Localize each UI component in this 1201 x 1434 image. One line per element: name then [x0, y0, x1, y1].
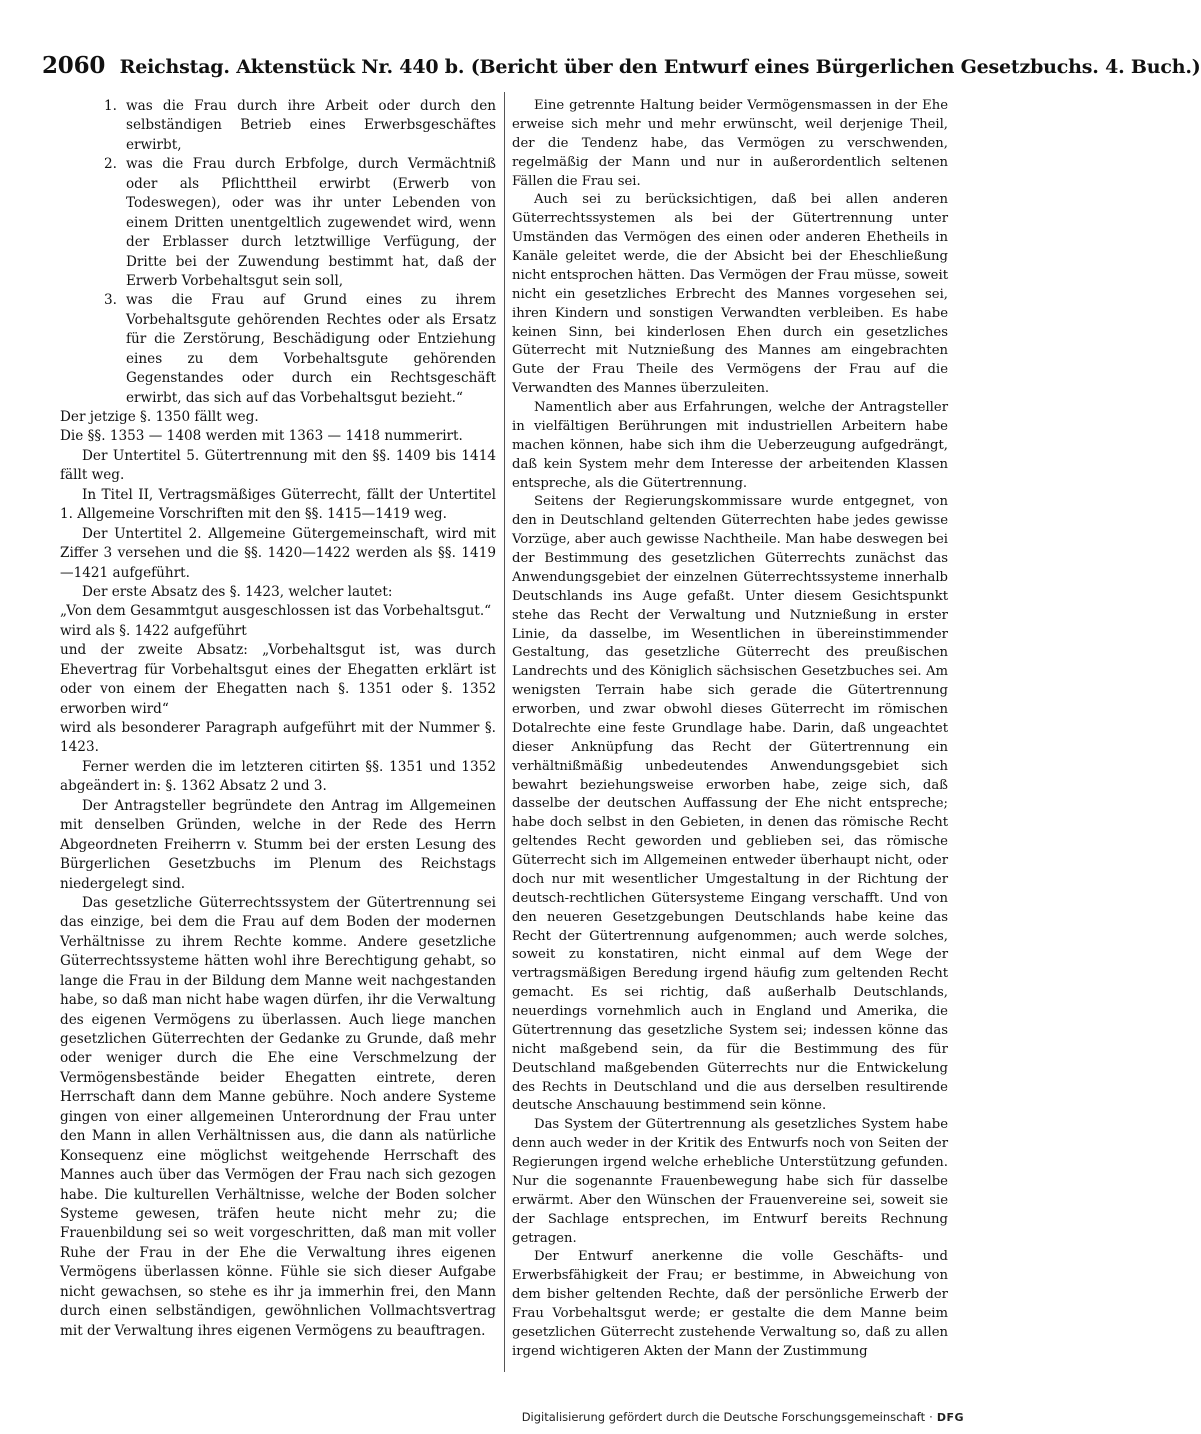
- paragraph: Seitens der Regierungskommissare wurde entgegnet, von den in Deutschland geltenden Güterrechten habe jedes gewisse Vorzüge, aber auch gewisse Nachtheile. Man habe deswegen bei der Bestimmung des gesetzlichen Güterrechts zunächst das Anwendungsgebiet der einzelnen Güterrechtssysteme innerhalb Deutschlands ins Auge gefaßt. Unter diesem Gesichtspunkt stehe das Recht der Verwaltung und Nutznießung in erster Linie, da dasselbe, im Wesentlichen in übereinstimmender Gestaltung, das gesetzliche Güterrecht des preußischen Landrechts und des Königlich sächsischen Gesetzbuches sei. Am wenigsten Terrain habe sich gerade die Gütertrennung erworben, und zwar obwohl dieses Güterrecht im römischen Dotalrechte eine feste Grundlage habe. Darin, daß ungeachtet dieser Anknüpfung das Recht der Gütertrennung ein verhältnißmäßig unbedeutendes Anwendungsgebiet sich bewahrt beziehungsweise erworben habe, zeige sich, daß dasselbe der deutschen Auffassung der Ehe nicht entspreche; habe doch selbst in den Gebieten, in denen das römische Recht geltendes Recht geworden und geblieben sei, das römische Güterrecht sich im Allgemeinen entweder überhaupt nicht, oder doch nur mit wesentlicher Umgestaltung in der Richtung der deutsch-rechtlichen Gütersysteme Eingang verschafft. Und von den neueren Gesetzgebungen Deutschlands habe keine das Recht der Gütertrennung aufgenommen; auch werde solches, soweit zu konstatiren, nicht einmal auf dem Wege der vertragsmäßigen Beredung irgend häufig zum geltenden Recht gemacht. Es sei richtig, daß außerhalb Deutschlands, neuerdings vornehmlich auch in England und Amerika, die Gütertrennung das gesetzliche System sei; indessen könne das nicht maßgebend sein, da für die Bestimmung des für Deutschland maßgebenden Güterrechts nur die Entwickelung des Rechts in Deutschland und die aus derselben resultirende deutsche Anschauung bestimmend sein könne.: [512, 494, 948, 1114]
- quoted-text: „Von dem Gesammtgut ausgeschlossen ist das Vorbehaltsgut.“: [60, 603, 492, 620]
- right-column: [512, 97, 948, 1362]
- paragraph: Der Untertitel 2. Allgemeine Gütergemeinschaft, wird mit Ziffer 3 versehen und die §§. 1420—1422 werden als §§. 1419—1421 aufgeführt.: [60, 525, 496, 581]
- paragraph: Ferner werden die im letzteren citirten §§. 1351 und 1352 abgeändert in: §. 1362 Absatz 2 und 3.: [60, 758, 496, 795]
- left-column: [60, 97, 496, 1341]
- page-number: 2060: [42, 52, 106, 79]
- list-item: [104, 97, 496, 155]
- list-item-text: was die Frau auf Grund eines zu ihrem Vorbehaltsgute gehörenden Rechtes oder als Ersatz für die Zerstörung, Beschädigung oder Entziehung eines zu dem Vorbehaltsgute gehörenden Gegenstandes oder durch ein Rechtsgeschäft erwirbt, das sich auf das Vorbehaltsgut bezieht.“: [126, 292, 496, 406]
- paragraph: Der Antragsteller begründete den Antrag im Allgemeinen mit denselben Gründen, welche in der Rede des Herrn Abgeordneten Freiherrn v. Stumm bei der ersten Lesung des Bürgerlichen Gesetzbuchs im Plenum des Reichstags niedergelegt sind.: [60, 797, 496, 892]
- paragraph: Die §§. 1353 — 1408 werden mit 1363 — 1418 nummerirt.: [60, 428, 463, 445]
- credit-text: Digitalisierung gefördert durch die Deutsche Forschungsgemeinschaft: [521, 1410, 926, 1424]
- list-item-number: 1.: [104, 98, 117, 114]
- paragraph: Der Untertitel 5. Gütertrennung mit den §§. 1409 bis 1414 fällt weg.: [60, 447, 496, 484]
- dfg-logo: DFG: [936, 1410, 964, 1424]
- paragraph: Namentlich aber aus Erfahrungen, welche der Antragsteller in vielfältigen Berührungen mit industriellen Arbeitern habe machen können, habe sich ihm die Ueberzeugung aufgedrängt, daß kein System mehr dem Interesse der arbeitenden Klassen entspreche, als die Gütertrennung.: [512, 400, 948, 491]
- separator-dot: ·: [929, 1410, 933, 1424]
- running-header: [42, 52, 1201, 88]
- list-item-text: was die Frau durch Erbfolge, durch Vermächtniß oder als Pflichttheil erwirbt (Erwerb von Todeswegen), oder was ihr unter Lebenden von einem Dritten unentgeltlich zugewendet wird, wenn der Erblasser durch letztwillige Verfügung, der Dritte bei der Zuwendung bestimmt hat, daß der Erwerb Vorbehaltsgut sein soll,: [126, 156, 496, 289]
- paragraph: Der Entwurf anerkenne die volle Geschäfts- und Erwerbsfähigkeit der Frau; er bestimme, in Abweichung von dem bisher geltenden Rechte, daß der persönliche Erwerb der Frau Vorbehaltsgut werde; er gestalte die dem Manne beim gesetzlichen Güterrecht zustehende Verwaltung so, daß zu allen irgend wichtigeren Akten der Mann der Zustimmung: [512, 1249, 948, 1359]
- column-divider: [504, 92, 505, 1372]
- paragraph: wird als §. 1422 aufgeführt: [60, 622, 247, 639]
- paragraph: Das System der Gütertrennung als gesetzliches System habe denn auch weder in der Kritik des Entwurfs noch von Seiten der Regierungen irgend welche erhebliche Unterstützung gefunden. Nur die sogenannte Frauenbewegung habe sich für dasselbe erwärmt. Aber den Wünschen der Frauenvereine sei, soweit sie der Sachlage entsprechen, im Entwurf bereits Rechnung getragen.: [512, 1117, 948, 1246]
- paragraph: Der jetzige §. 1350 fällt weg.: [60, 409, 259, 425]
- paragraph: Eine getrennte Haltung beider Vermögensmassen in der Ehe erweise sich mehr und mehr erwünscht, weil derjenige Theil, der die Tendenz habe, das Vermögen zu verschwenden, regelmäßig der Mann und nur in außerordentlich seltenen Fällen die Frau sei.: [512, 98, 948, 189]
- paragraph: Der erste Absatz des §. 1423, welcher lautet:: [82, 583, 393, 600]
- list-item: [104, 291, 496, 408]
- paragraph: In Titel II, Vertragsmäßiges Güterrecht, fällt der Untertitel 1. Allgemeine Vorschriften mit den §§. 1415—1419 weg.: [60, 486, 496, 523]
- paragraph: Auch sei zu berücksichtigen, daß bei allen anderen Güterrechtssystemen als bei der Gütertrennung unter Umständen das Vermögen des einen oder anderen Ehetheils in Kanäle geleitet werde, die der Absicht bei der Eheschließung nicht entsprochen hätten. Das Vermögen der Frau müsse, soweit nicht ein gesetzliches Erbrecht des Mannes vorgesehen sei, ihren Kindern und sonstigen Verwandten verbleiben. Es habe keinen Sinn, bei kinderlosen Ehen durch ein gesetzliches Güterrecht mit Nutznießung des Mannes am eingebrachten Gute der Frau Theile des Vermögens der Frau auf die Verwandten des Mannes überzuleiten.: [512, 192, 948, 397]
- running-title: Reichstag. Aktenstück Nr. 440 b. (Bericht über den Entwurf eines Bürgerlichen Gesetzbuchs. 4. Buch.): [119, 56, 1201, 78]
- list-item-number: 2.: [104, 156, 117, 173]
- quoted-text: und der zweite Absatz: „Vorbehaltsgut ist, was durch Ehevertrag für Vorbehaltsgut eines der Ehegatten erklärt ist oder von einem der Ehegatten nach §. 1351 oder §. 1352 erworben wird“: [60, 642, 496, 717]
- list-item-text: was die Frau durch ihre Arbeit oder durch den selbständigen Betrieb eines Erwerbsgeschäftes erwirbt,: [126, 98, 496, 153]
- list-item-number: 3.: [104, 292, 117, 309]
- digitization-credit: [522, 1408, 964, 1426]
- paragraph: wird als besonderer Paragraph aufgeführt mit der Nummer §. 1423.: [60, 720, 496, 756]
- list-item: [104, 155, 496, 291]
- paragraph: Das gesetzliche Güterrechtssystem der Gütertrennung sei das einzige, bei dem die Frau auf dem Boden der modernen Verhältnisse zu ihrem Rechte komme. Andere gesetzliche Güterrechtssysteme hätten wohl ihre Berechtigung gehabt, so lange die Frau in der Bildung dem Manne weit nachgestanden habe, so daß man nicht habe wagen dürfen, ihr die Verwaltung des eigenen Vermögens zu überlassen. Auch liege manchen gesetzlichen Güterrechten der Gedanke zu Grunde, daß mehr oder weniger durch die Ehe eine Verschmelzung der Vermögensbestände beider Ehegatten eintrete, deren Herrschaft dann dem Manne gebühre. Noch andere Systeme gingen von einer allgemeinen Unterordnung der Frau unter den Mann in allen Verhältnissen aus, die dann als natürliche Konsequenz eine möglichst weitgehende Herrschaft des Mannes auch über das Vermögen der Frau nach sich gezogen habe. Die kulturellen Verhältnisse, welche der Boden solcher Systeme gewesen, träfen heute nicht mehr zu; die Frauenbildung sei so weit vorgeschritten, daß man mit voller Ruhe der Frau in der Ehe die Verwaltung ihres eigenen Vermögens überlassen könne. Fühle sie sich dieser Aufgabe nicht gewachsen, so stehe es ihr ja immerhin frei, den Mann durch einen selbständigen, gewöhnlichen Vollmachtsvertrag mit der Verwaltung ihres eigenen Vermögens zu beauftragen.: [60, 894, 496, 1339]
